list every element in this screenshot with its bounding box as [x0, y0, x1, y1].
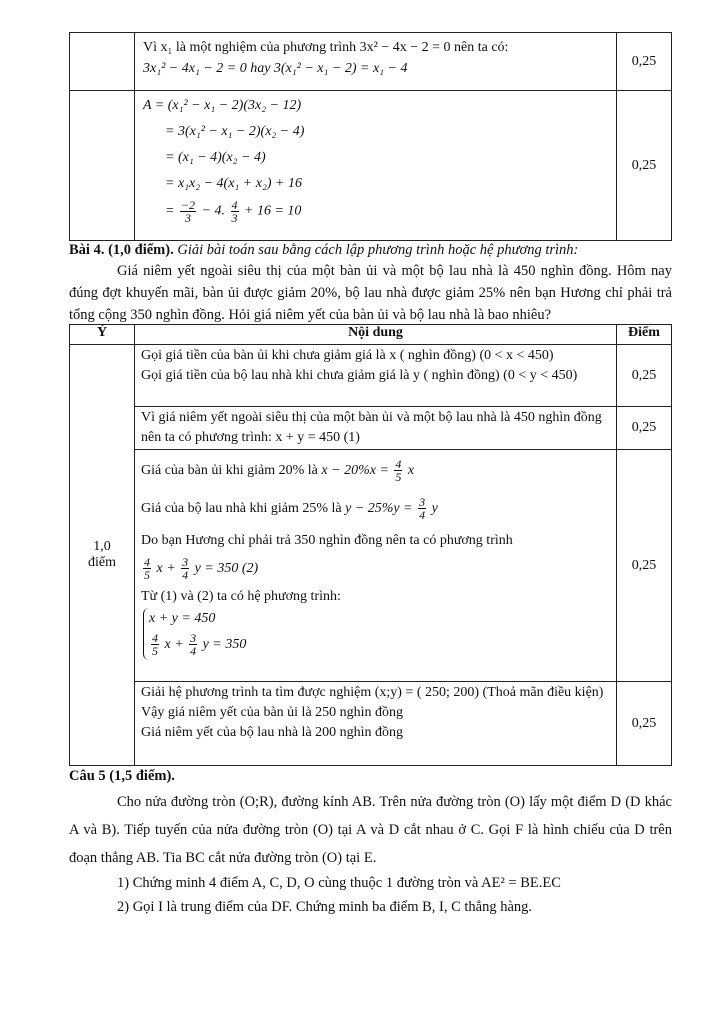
- equation-line: A = (x₁² − x₁ − 2)(3x₂ − 12): [143, 98, 302, 113]
- empty-cell: [70, 33, 135, 91]
- content-cell: [135, 345, 617, 407]
- table-header-row: [70, 325, 672, 345]
- empty-cell: [70, 91, 135, 241]
- equation-line: = x₁x₂ − 4(x₁ + x₂) + 16: [165, 176, 302, 191]
- equation-system: [143, 608, 246, 660]
- fraction: $\frac{-2}{3}$: [180, 198, 196, 225]
- score-cell: 0,25: [617, 345, 672, 407]
- score-cell: 0,25: [617, 682, 672, 766]
- table-row: [70, 682, 672, 766]
- iron-price-line: Giá của bàn ủi khi giảm 20% là x − 20%x = $\frac{4}{5}$ x: [141, 457, 415, 485]
- content-cell: [135, 450, 617, 682]
- score-cell: 0,25: [617, 33, 672, 91]
- fraction: $\frac{3}{4}$: [182, 555, 189, 583]
- text-line: Giá niêm yết của bộ lau nhà là 200 nghìn đồng: [141, 725, 404, 740]
- fraction: $\frac{4}{5}$: [152, 631, 158, 659]
- score-cell: 0,25: [617, 91, 672, 241]
- points-value: 1,0: [93, 539, 111, 554]
- question-5-intro: Cho nửa đường tròn (O;R), đường kính AB. Trên nửa đường tròn (O) lấy một điểm D (D khác A và B). Tiếp tuyến của nửa đường tròn (O) tại A và D cắt nhau ở C. Gọi F là hình chiếu của D trên đoạn thẳng AB. Tia BC cắt nửa đường tròn (O) tại E.: [69, 794, 672, 866]
- content-cell: [135, 682, 617, 766]
- question-5-part-2: 2) Gọi I là trung điểm của DF. Chứng minh ba điểm B, I, C thẳng hàng.: [117, 899, 533, 915]
- text-line: Gọi giá tiền của bàn ủi khi chưa giảm giá là x ( nghìn đồng) (0 < x < 450): [141, 348, 554, 363]
- question-5-part-1: 1) Chứng minh 4 điểm A, C, D, O cùng thuộc 1 đường tròn và AE² = BE.EC: [117, 875, 561, 891]
- content-cell: [135, 91, 617, 241]
- table-row: [70, 33, 672, 91]
- question-5-title: Câu 5 (1,5 điểm).: [69, 768, 175, 784]
- payment-line: Do bạn Hương chỉ phải trả 350 nghìn đồng nên ta có phương trình: [141, 533, 513, 548]
- points-unit: điểm: [88, 555, 116, 570]
- table-row: [70, 91, 672, 241]
- points-cell: [70, 345, 135, 766]
- system-intro: Từ (1) và (2) ta có hệ phương trình:: [141, 589, 341, 604]
- score-cell: 0,25: [617, 407, 672, 450]
- content-cell: [135, 33, 617, 91]
- table-row: [70, 407, 672, 450]
- score-cell: 0,25: [617, 450, 672, 682]
- text-line: Giải hệ phương trình ta tìm được nghiệm (x;y) = ( 250; 200) (Thoả mãn điều kiện): [141, 685, 604, 700]
- equation-line: = $\frac{-2}{3}$ − 4. $\frac{4}{3}$ + 16 = 10: [165, 198, 302, 225]
- equation-line: = (x₁ − 4)(x₂ − 4): [165, 150, 266, 165]
- equation-2: $\frac{4}{5}$ x + $\frac{3}{4}$ y = 350 (2): [144, 555, 259, 583]
- fraction: $\frac{4}{5}$: [395, 457, 402, 485]
- fraction: $\frac{3}{4}$: [190, 631, 197, 659]
- solution-table: [69, 324, 672, 766]
- column-header-score: Điểm: [617, 325, 672, 345]
- table-row: [70, 345, 672, 407]
- system-line-2: $\frac{4}{5}$ x + $\frac{3}{4}$ y = 350: [152, 631, 247, 659]
- problem-4-statement: Giá niêm yết ngoài siêu thị của một bàn ủi và một bộ lau nhà là 450 nghìn đồng. Hôm nay đúng đợt khuyến mãi, bàn ủi được giảm 20%, bộ lau nhà được giảm 25% nên bạn Hương chỉ phải trả tổng cộng 350 nghìn đồng. Hỏi giá niêm yết của bàn ủi và bộ lau nhà là bao nhiêu?: [69, 263, 672, 323]
- table-row: [70, 450, 672, 682]
- column-header-content: Nội dung: [135, 325, 617, 345]
- equation-line: = 3(x₁² − x₁ − 2)(x₂ − 4): [165, 124, 305, 139]
- fraction: $\frac{4}{3}$: [231, 198, 238, 225]
- text-line: Gọi giá tiền của bộ lau nhà khi chưa giảm giá là y ( nghìn đồng) (0 < y < 450): [141, 368, 578, 383]
- problem-4-title: Bài 4. (1,0 điểm). Giải bài toán sau bằng cách lập phương trình hoặc hệ phương trình:: [69, 242, 579, 258]
- mop-price-line: Giá của bộ lau nhà khi giảm 25% là y − 25%y = $\frac{3}{4}$ y: [141, 495, 438, 523]
- answer-table-continued: [69, 32, 672, 241]
- content-cell: Vì giá niêm yết ngoài siêu thị của một bàn ủi và một bộ lau nhà là 450 nghìn đồng nên ta có phương trình: x + y = 450 (1): [135, 407, 617, 450]
- text-line: Vậy giá niêm yết của bàn ủi là 250 nghìn đồng: [141, 705, 404, 720]
- fraction: $\frac{4}{5}$: [144, 555, 150, 583]
- equation-line: 3x₁² − 4x₁ − 2 = 0 hay 3(x₁² − x₁ − 2) = x₁ − 4: [143, 61, 408, 76]
- fraction: $\frac{3}{4}$: [419, 495, 426, 523]
- column-header-y: Ý: [70, 325, 135, 345]
- system-line-1: x + y = 450: [149, 611, 216, 626]
- statement-line: Vì x₁ là một nghiệm của phương trình 3x² − 4x − 2 = 0 nên ta có:: [143, 40, 509, 55]
